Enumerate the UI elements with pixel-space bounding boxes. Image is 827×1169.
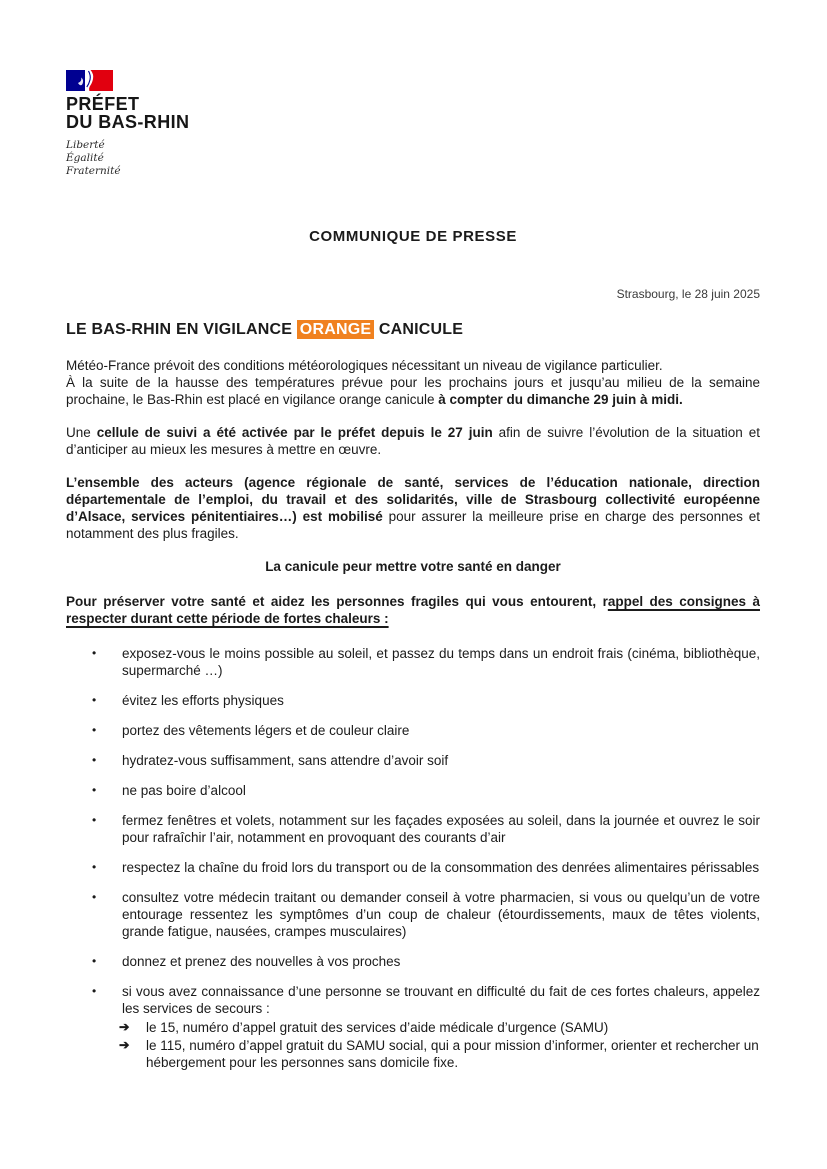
arrow-icon: ➔ — [119, 1038, 130, 1052]
paragraph-meteo-france: Météo-France prévoit des conditions météorologiques nécessitant un niveau de vigilance particulier. À la suite de la hausse des températures prévue pour les prochains jours et jusqu’au milieu de la semaine prochaine, le Bas-Rhin est placé en vigilance orange canicule à compter du dimanche 29 juin à midi. — [66, 358, 760, 407]
headline-post: CANICULE — [374, 321, 464, 338]
consignes-list — [66, 645, 760, 1071]
dateline: Strasbourg, le 28 juin 2025 — [616, 287, 760, 301]
motto-egalite: Égalité — [66, 152, 104, 164]
arrow-icon: ➔ — [119, 1020, 130, 1034]
paragraph-consignes-intro: Pour préserver votre santé et aidez les personnes fragiles qui vous entourent, rappel des consignes à respecter durant cette période de fortes chaleurs : — [66, 594, 760, 626]
bullet-icon: • — [92, 723, 97, 737]
motto-fraternite: Fraternité — [66, 165, 121, 177]
list-item: • évitez les efforts physiques — [92, 693, 284, 708]
bullet-icon: • — [92, 984, 97, 998]
orange-highlight: ORANGE — [297, 320, 374, 339]
logo-name-line1: PRÉFET — [66, 94, 140, 114]
list-item: • respectez la chaîne du froid lors du transport ou de la consommation des denrées alimentaires périssables — [92, 860, 760, 875]
bullet-icon: • — [92, 890, 97, 904]
bullet-icon: • — [92, 646, 97, 660]
bullet-icon: • — [92, 753, 97, 767]
motto-liberte: Liberté — [66, 139, 105, 151]
prefecture-logo — [66, 70, 266, 178]
sub-list-item-samu-15: ➔ le 15, numéro d’appel gratuit des services d’aide médicale d’urgence (SAMU) — [119, 1020, 609, 1035]
sub-list-item-samu-social-115: ➔ le 115, numéro d’appel gratuit du SAMU social, qui a pour mission d’informer, orienter et rechercher un hébergement pour les personnes sans domicile fixe. — [119, 1038, 759, 1070]
headline-pre: LE BAS-RHIN EN VIGILANCE — [66, 321, 297, 338]
french-flag-marianne-icon — [66, 70, 113, 91]
document-title: COMMUNIQUE DE PRESSE — [309, 228, 517, 245]
bullet-icon: • — [92, 693, 97, 707]
list-item: • donnez et prenez des nouvelles à vos proches — [92, 954, 401, 969]
bullet-icon: • — [92, 783, 97, 797]
list-item: • hydratez-vous suffisamment, sans attendre d’avoir soif — [92, 753, 449, 768]
list-item: • portez des vêtements légers et de couleur claire — [92, 723, 410, 738]
banner-sante-danger: La canicule peur mettre votre santé en danger — [265, 559, 561, 574]
paragraph-acteurs-mobilises: L’ensemble des acteurs (agence régionale de santé, services de l’éducation nationale, direction départementale de l’emploi, du travail et des solidarités, ville de Strasbourg collectivité européenne d’Alsace, services pénitentiaires…) est mobilisé pour assurer la meilleure prise en charge des personnes et notamment des plus fragiles. — [66, 475, 760, 541]
list-item: • consultez votre médecin traitant ou demander conseil à votre pharmacien, si vous ou quelqu’un de votre entourage ressentez les symptômes d’un coup de chaleur (étourdissements, maux de têtes violents, grande fatigue, nausées, crampes musculaires) — [92, 890, 760, 939]
bullet-icon: • — [92, 813, 97, 827]
bullet-icon: • — [92, 954, 97, 968]
logo-name-line2: DU BAS-RHIN — [66, 112, 190, 132]
paragraph-cellule-suivi: Une cellule de suivi a été activée par le préfet depuis le 27 juin afin de suivre l’évolution de la situation et d’anticiper au mieux les mesures à mettre en œuvre. — [66, 425, 760, 457]
list-item: • ne pas boire d’alcool — [92, 783, 246, 798]
headline — [66, 321, 760, 339]
list-item: • exposez-vous le moins possible au soleil, et passez du temps dans un endroit frais (cinéma, bibliothèque, supermarché …) — [92, 646, 760, 678]
logo-name — [66, 95, 266, 131]
list-item: • si vous avez connaissance d’une personne se trouvant en difficulté du fait de ces fortes chaleurs, appelez les services de secours : — [92, 984, 760, 1016]
bullet-icon: • — [92, 860, 97, 874]
logo-motto — [66, 139, 266, 178]
list-item: • fermez fenêtres et volets, notamment sur les façades exposées au soleil, dans la journée et ouvrez le soir pour rafraîchir l’air, notamment en provoquant des courants d’air — [92, 813, 760, 845]
